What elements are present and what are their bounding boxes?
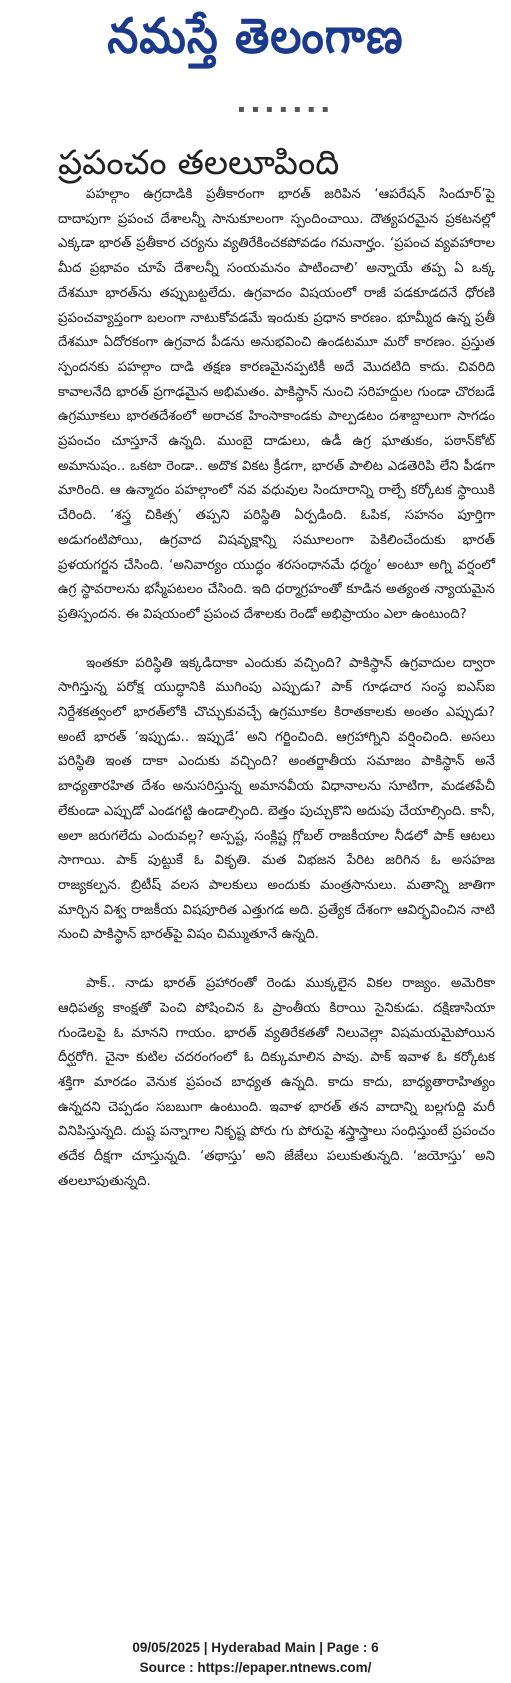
paragraph-2-text: ఇంతకూ పరిస్థితి ఇక్కడిదాకా ఎందుకు వచ్చింది? పాకిస్థాన్ ఉగ్రవాదుల ద్వారా సాగిస్తున్న పరోక్ష యుద్ధానికి ముగింపు ఎప్పుడు? పాక్ గూఢచార సంస్థ ఐఎస్ఐ నిర్దేశకత్వంలో భారత్‌లోకి చొచ్చుకువచ్చే ఉగ్రమూకల కిరాతకాలకు అంతం ఎప్పుడు? అంటే భారత్ ‘ఇప్పుడు.. ఇప్పుడే’ అని గర్జించింది. ఆగ్రహాగ్నిని వర్షించింది. అసలు పరిస్థితి ఇంత దాకా ఎందుకు వచ్చింది? అంతర్జాతీయ సమాజం పాకిస్థాన్ అనే బాధ్యతారహిత దేశం అనుసరిస్తున్న అమానవీయ విధానాలను సూటిగా, మడతపేచీ లేకుండా ఎప్పుడో ఎండగట్టి ఉండాల్సింది. బెత్తం పుచ్చుకొని అదుపు చేయాల్సింది. కానీ, అలా జరుగలేదు ఎందువల్ల? అస్పష్ట, సంక్లిష్ట గ్లోబల్ రాజకీయాల నీడలో పాక్ ఆటలు సాగాయి. పాక్ పుట్టుకే ఓ వికృతి. మత విభజన పేరిట జరిగిన ఓ అసహజ రాజ్యకల్పన. బ్రిటీష్ వలస పాలకులు అందుకు మంత్రసానులు. మతాన్ని జాతిగా మార్చిన విశ్వ రాజకీయ విషపూరిత ఎత్తుగడ అది. ప్రత్యేక దేశంగా ఆవిర్భవించిన నాటి నుంచి పాకిస్థాన్ భారత్‌పై విషం చిమ్ముతూనే ఉన్నది.: [58, 655, 495, 943]
separator-dots: ▪ ▪ ▪ ▪ ▪ ▪ ▪: [238, 104, 331, 115]
paragraph-1-text: పహల్గాం ఉగ్రదాడికి ప్రతీకారంగా భారత్ జరిపిన ‘ఆపరేషన్ సిందూర్’పై దాదాపుగా ప్రపంచ దేశాలన్నీ సానుకూలంగా స్పందించాయి. దౌత్యపరమైన ప్రకటనల్లో ఎక్కడా భారత్ ప్రతీకార చర్యను వ్యతిరేకించకపోవడం గమనార్హం. ‘ప్రపంచ వ్యవహారాల మీద ప్రభావం చూపే దేశాలన్నీ సంయమనం పాటించాలి’ అన్నాయే తప్ప ఏ ఒక్క దేశమూ భారత్‌ను తప్పుబట్టలేదు. ఉగ్రవాదం విషయంలో రాజీ పడకూడదనే ధోరణి ప్రపంచవ్యాప్తంగా బలంగా నాటుకోవడమే ఇందుకు ప్రధాన కారణం. భూమ్మీద ఉన్న ప్రతీ దేశమూ ఏదోరకంగా ఉగ్రవాద పీడను అనుభవించి ఉండటమూ మరో కారణం. ప్రస్తుత స్పందనకు పహల్గాం దాడి తక్షణ కారణమైనప్పటికీ అదే మొదటిది కాదు. చివరిది కావాలనేది భారత్ ప్రగాఢమైన అభిమతం. పాకిస్థాన్ నుంచి సరిహద్దుల గుండా చొరబడే ఉగ్రమూకలు భారతదేశంలో అరాచక హింసాకాండకు పాల్పడటం దశాబ్దాలుగా సాగడం ప్రపంచం చూస్తూనే ఉన్నది. ముంబై దాడులు, ఉడీ ఉగ్ర ఘాతుకం, పఠాన్‌కోట్ అమానుషం.. ఒకటా రెండా.. అదొక వికట క్రీడగా, భారత్ పాలిట ఎడతెరిపి లేని పీడగా మారింది. ఆ ఉన్మాదం పహల్గాంలో నవ వధువుల సిందూరాన్ని రాల్చే కర్కోటక స్థాయికి చేరింది. ‘శస్త్ర చికిత్స’ తప్పని పరిస్థితి ఏర్పడింది. ఓపిక, సహనం పూర్తిగా అడుగంటిపోయి, ఉగ్రవాద విషవృక్షాన్ని సమూలంగా పెకిలించేందుకు భారత్ ప్రళయగర్జన చేసింది. ‘అనివార్యం యుద్ధం శరసంధానమే ధర్మం’ అంటూ అగ్ని వర్షంలో ఉగ్ర స్థావరాలను భస్మీపటలం చేసింది. ఇది ధర్మాగ్రహంతో కూడిన అత్యంత న్యాయమైన ప్రతిస్పందన. ఈ విషయంలో ప్రపంచ దేశాలకు రెండో అభిప్రాయం ఎలా ఉంటుంది?: [58, 187, 495, 622]
paragraph-3-text: పాక్.. నాడు భారత్ ప్రహారంతో రెండు ముక్కలైన వికల రాజ్యం. అమెరికా ఆధిపత్య కాంక్షతో పెంచి పోషించిన ఓ ప్రాంతీయ కిరాయి సైనికుడు. దక్షిణాసియా గుండెలపై ఓ మానని గాయం. భారత్ వ్యతిరేకతతో నిలువెల్లా విషమయమైపోయిన దీర్ఘరోగి. చైనా కుటిల చదరంగంలో ఓ దిక్కుమాలిన పావు. పాక్ ఇవాళ ఓ కర్కోటక శక్తిగా మారడం వెనుక ప్రపంచ బాధ్యత ఉన్నది. కాదు కాదు, బాధ్యతారాహిత్యం ఉన్నదని చెప్పడం సబబుగా ఉంటుంది. ఇవాళ భారత్ తన వాదాన్ని బల్లగుద్ది మరీ వినిపిస్తున్నది. దుష్ట పన్నాగాల నికృష్ట పోరు గు పోరుపై శస్త్రాస్త్రాలు సంధిస్తుంటే ప్రపంచం తదేక దీక్షగా చూస్తున్నది. ‘తథాస్తు’ అని జేజేలు పలుకుతున్నది. ‘జయోస్తు’ అని తలలూపుతున్నది.: [58, 976, 495, 1189]
masthead: [0, 0, 511, 80]
source-line: Source : https://epaper.ntnews.com/: [139, 1660, 372, 1675]
newspaper-logo: నమస్తే తెలంగాణ: [107, 8, 404, 65]
dateline: 09/05/2025 | Hyderabad Main | Page : 6: [132, 1640, 379, 1655]
paragraph-1: [58, 183, 495, 628]
paragraph-3: [58, 972, 495, 1194]
article-headline: ప్రపంచం తలలూపింది: [58, 142, 340, 183]
paragraph-2: [58, 652, 495, 948]
article-body: [58, 183, 495, 1194]
